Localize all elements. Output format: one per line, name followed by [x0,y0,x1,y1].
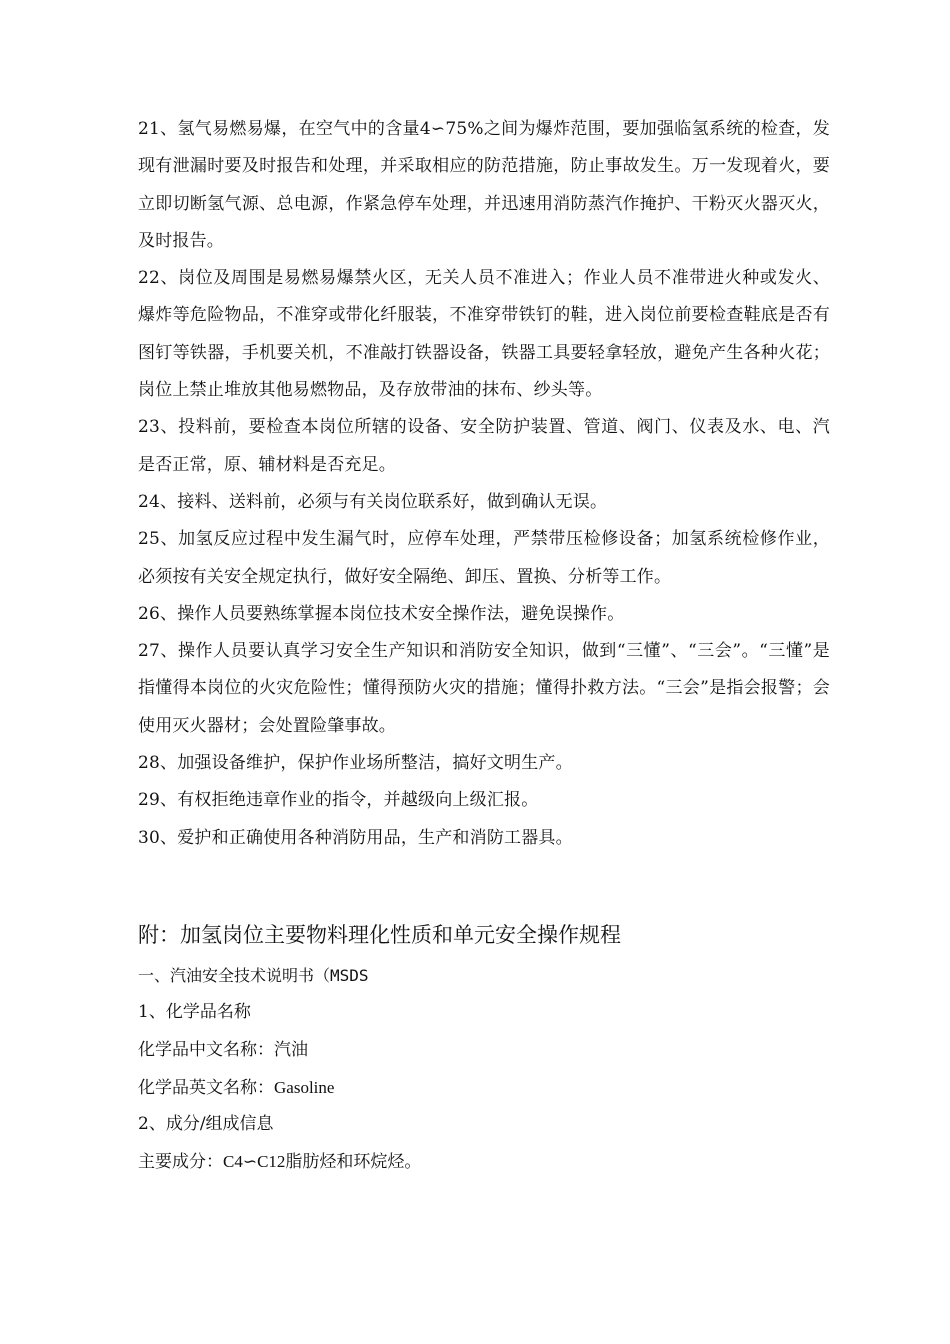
rule-27: 27、操作人员要认真学习安全生产知识和消防安全知识，做到“三懂”、“三会”。“三懂”是指懂得本岗位的火灾危险性；懂得预防火灾的措施；懂得扑救方法。“三会”是指会报警；会使用灭火器材；会处置险肇事故。 [138,641,830,736]
msds-line-chemical-name: 1、化学品名称 [138,1002,251,1023]
section-spacer [138,857,830,919]
msds-line-english-name: 化学品英文名称：Gasoline [138,1077,335,1097]
rule-30: 30、爱护和正确使用各种消防用品，生产和消防工器具。 [138,827,573,848]
rule-28: 28、加强设备维护，保护作业场所整洁，搞好文明生产。 [138,753,573,774]
appendix-title: 附：加氢岗位主要物料理化性质和单元安全操作规程 [138,922,621,947]
msds-subtitle: 一、汽油安全技术说明书（MSDS [138,965,369,985]
rule-21: 21、氢气易燃易爆，在空气中的含量4∽75%之间为爆炸范围，要加强临氢系统的检查，发现有泄漏时要及时报告和处理，并采取相应的防范措施，防止事故发生。万一发现着火，要立即切断氢气源、总电源，作紧急停车处理，并迅速用消防蒸汽作掩护、干粉灭火器灭火，及时报告。 [138,119,830,251]
msds-line-composition: 2、成分/组成信息 [138,1114,274,1135]
rule-29: 29、有权拒绝违章作业的指令，并越级向上级汇报。 [138,790,539,811]
msds-line-main-components: 主要成分：C4∽C12脂肪烃和环烷烃。 [138,1152,422,1172]
rule-24: 24、接料、送料前，必须与有关岗位联系好，做到确认无误。 [138,491,608,512]
rule-25: 25、加氢反应过程中发生漏气时，应停车处理，严禁带压检修设备；加氢系统检修作业，必须按有关安全规定执行，做好安全隔绝、卸压、置换、分析等工作。 [138,529,830,587]
rule-26: 26、操作人员要熟练掌握本岗位技术安全操作法，避免误操作。 [138,603,625,624]
safety-rules [138,111,830,857]
rule-23: 23、投料前，要检查本岗位所辖的设备、安全防护装置、管道、阀门、仪表及水、电、汽是否正常，原、辅材料是否充足。 [138,417,830,475]
msds-section [138,957,830,1181]
rule-22: 22、岗位及周围是易燃易爆禁火区，无关人员不准进入；作业人员不准带进火种或发火、爆炸等危险物品，不准穿或带化纤服装，不准穿带铁钉的鞋，进入岗位前要检查鞋底是否有图钉等铁器，手机要关机，不准敲打铁器设备，铁器工具要轻拿轻放，避免产生各种火花；岗位上禁止堆放其他易燃物品，及存放带油的抹布、纱头等。 [138,268,830,401]
msds-line-chinese-name: 化学品中文名称：汽油 [138,1039,308,1060]
